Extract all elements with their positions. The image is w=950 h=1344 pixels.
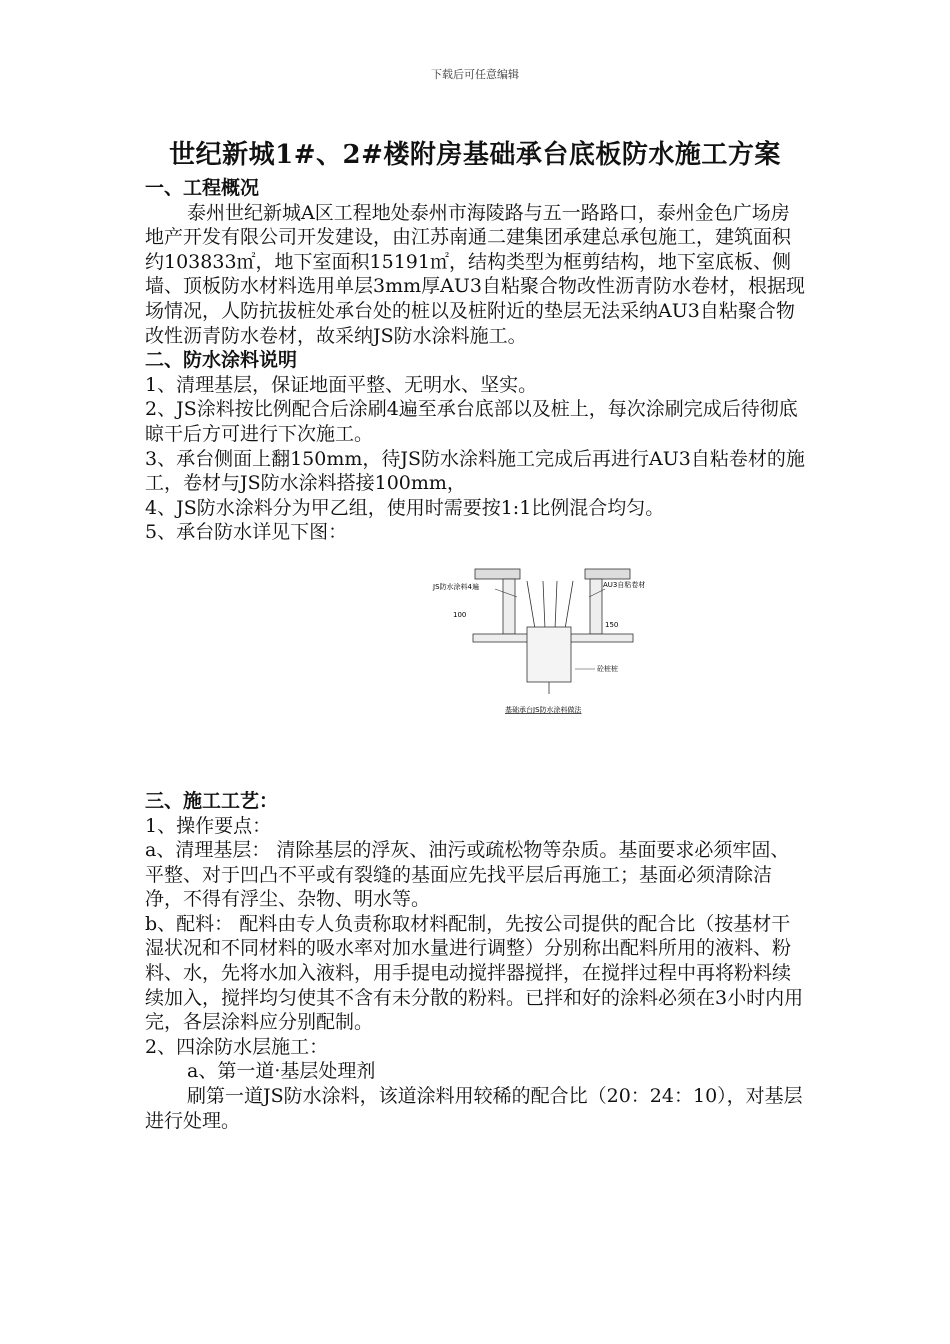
document-body: [145, 176, 805, 1133]
section-3-item-1: 1、操作要点：: [145, 814, 272, 837]
section-2-heading: 二、防水涂料说明: [145, 349, 298, 372]
label-js-coating: JS防水涂料4遍: [433, 582, 479, 591]
figure-caption: 基础承台JS防水涂料做法: [505, 705, 582, 714]
section-1-body: 泰州世纪新城A区工程地处泰州市海陵路与五一路路口，泰州金色广场房地产开发有限公司开发建设，由江苏南通二建集团承建总承包施工，建筑面积约103833㎡，地下室面积15191㎡，结构类型为框剪结构，地下室底板、侧墙、顶板防水材料选用单层3mm厚AU3自粘聚合物改性沥青防水卷材，根据现场情况，人防抗拔桩处承台处的桩以及桩附近的垫层无法采纳AU3自粘聚合物改性沥青防水卷材，故采纳JS防水涂料施工。: [145, 201, 805, 347]
section-2-item-1: 1、清理基层，保证地面平整、无明水、坚实。: [145, 373, 538, 396]
section-3-sub-a-body: 刷第一道JS防水涂料，该道涂料用较稀的配合比（20：24：10），对基层进行处理。: [145, 1085, 803, 1132]
section-2-item-5: 5、承台防水详见下图：: [145, 521, 348, 544]
section-3-item-2: 2、四涂防水层施工：: [145, 1035, 329, 1058]
section-3-para-a: a、清理基层： 清除基层的浮灰、油污或疏松物等杂质。基面要求必须牢固、平整、对于凹凸不平或有裂缝的基面应先找平层后再施工；基面必须清除洁净，不得有浮尘、杂物、明水等。: [145, 839, 790, 911]
pile-cap-drawing: [433, 559, 655, 719]
section-3-heading: 三、施工工艺：: [145, 789, 279, 812]
section-3-sub-a: a、第一道·基层处理剂: [187, 1060, 376, 1083]
label-pile: 砼桩桩: [597, 664, 618, 673]
page-header: 下载后可任意编辑: [431, 68, 519, 81]
section-2-item-4: 4、JS防水涂料分为甲乙组，使用时需要按1:1比例混合均匀。: [145, 496, 665, 519]
label-dim-100: 100: [453, 610, 467, 619]
document-title: 世纪新城1#、2#楼附房基础承台底板防水施工方案: [169, 140, 781, 170]
label-au3-membrane: AU3自粘卷材: [603, 580, 646, 589]
section-1-heading: 一、工程概况: [145, 177, 260, 199]
waterproof-detail-figure: [145, 549, 805, 789]
label-dim-150: 150: [605, 620, 619, 629]
section-2-item-3: 3、承台侧面上翻150mm，待JS防水涂料施工完成后再进行AU3自粘卷材的施工，卷材与JS防水涂料搭接100mm，: [145, 447, 805, 495]
section-2-item-2: 2、JS涂料按比例配合后涂刷4遍至承台底部以及桩上，每次涂刷完成后待彻底晾干后方可进行下次施工。: [145, 398, 798, 445]
section-3-para-b: b、配料： 配料由专人负责称取材料配制，先按公司提供的配合比（按基材干湿状况和不同材料的吸水率对加水量进行调整）分别称出配料所用的液料、粉料、水，先将水加入液料，用手提电动搅拌器搅拌，在搅拌过程中再将粉料续续加入，搅拌均匀使其不含有未分散的粉料。已拌和好的涂料必须在3小时内用完，各层涂料应分别配制。: [145, 912, 804, 1034]
